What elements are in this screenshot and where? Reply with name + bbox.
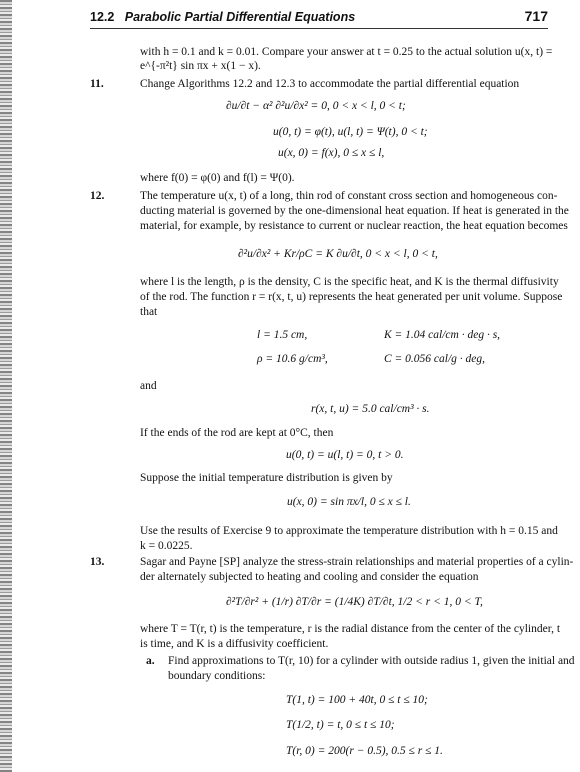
exercise-number: 11. [90, 78, 104, 90]
parameter: C = 0.056 cal/g · deg, [384, 353, 486, 365]
text-line: where f(0) = φ(0) and f(l) = Ψ(0). [140, 172, 295, 184]
equation: ∂u/∂t − α² ∂²u/∂x² = 0, 0 < x < l, 0 < t; [226, 100, 406, 112]
text-line: der alternately subjected to heating and cooling and consider the equation [140, 571, 479, 583]
scan-binding-edge [0, 0, 12, 772]
text-line: k = 0.0225. [140, 540, 193, 552]
header-rule [90, 28, 548, 29]
equation: ∂²T/∂r² + (1/r) ∂T/∂r = (1/4K) ∂T/∂t, 1/2 < r < 1, 0 < T, [226, 596, 483, 608]
equation: u(x, 0) = sin πx/l, 0 ≤ x ≤ l. [287, 496, 411, 508]
equation: u(0, t) = φ(t), u(l, t) = Ψ(t), 0 < t; [273, 126, 428, 138]
parameter: l = 1.5 cm, [257, 329, 308, 341]
equation: r(x, t, u) = 5.0 cal/cm³ · s. [311, 403, 430, 415]
text-line: with h = 0.1 and k = 0.01. Compare your answer at t = 0.25 to the actual solution u(x, t) = [140, 46, 553, 58]
text-line: Change Algorithms 12.2 and 12.3 to accommodate the partial differential equation [140, 78, 520, 90]
text-line: boundary conditions: [168, 670, 266, 682]
text-line: where T = T(r, t) is the temperature, r is the radial distance from the center of the cylinder, t [140, 623, 561, 635]
text-line: that [140, 306, 158, 318]
exercise-number: 12. [90, 190, 105, 202]
text-line: Suppose the initial temperature distribution is given by [140, 472, 393, 484]
text-line: If the ends of the rod are kept at 0°C, then [140, 427, 334, 439]
equation: u(0, t) = u(l, t) = 0, t > 0. [286, 449, 404, 461]
text-line: is time, and K is a diffusivity coefficient. [140, 638, 329, 650]
text-line: where l is the length, ρ is the density, C is the specific heat, and K is the thermal diffusivity [140, 276, 559, 288]
text-line: material, for example, by resistance to current or nuclear reaction, the heat equation becomes [140, 220, 568, 232]
parameter: ρ = 10.6 g/cm³, [257, 353, 328, 365]
equation: T(1, t) = 100 + 40t, 0 ≤ t ≤ 10; [286, 694, 428, 706]
text-line: ducting material is governed by the one-dimensional heat equation. If heat is generated in the [140, 205, 569, 217]
text-line: and [140, 380, 157, 392]
equation: u(x, 0) = f(x), 0 ≤ x ≤ l, [278, 147, 385, 159]
page-number: 717 [524, 8, 548, 24]
equation: T(1/2, t) = t, 0 ≤ t ≤ 10; [286, 719, 395, 731]
part-label: a. [146, 655, 155, 667]
equation: T(r, 0) = 200(r − 0.5), 0.5 ≤ r ≤ 1. [286, 745, 443, 757]
section-title: Parabolic Partial Differential Equations [124, 10, 356, 24]
text-line: of the rod. The function r = r(x, t, u) represents the heat generated per unit volume. Suppose [140, 291, 563, 303]
section-number: 12.2 [90, 10, 115, 24]
text-line: Use the results of Exercise 9 to approximate the temperature distribution with h = 0.15 and [140, 525, 558, 537]
equation: ∂²u/∂x² + Kr/ρC = K ∂u/∂t, 0 < x < l, 0 < t, [238, 248, 438, 260]
text-line: Find approximations to T(r, 10) for a cylinder with outside radius 1, given the initial and [168, 655, 575, 667]
text-line: e^{-π²t} sin πx + x(1 − x). [140, 60, 261, 72]
text-line: The temperature u(x, t) of a long, thin rod of constant cross section and homogeneous con- [140, 190, 558, 202]
running-header [90, 10, 355, 24]
exercise-number: 13. [90, 556, 105, 568]
text-line: Sagar and Payne [SP] analyze the stress-strain relationships and material properties of a cylin- [140, 556, 574, 568]
parameter: K = 1.04 cal/cm · deg · s, [384, 329, 501, 341]
